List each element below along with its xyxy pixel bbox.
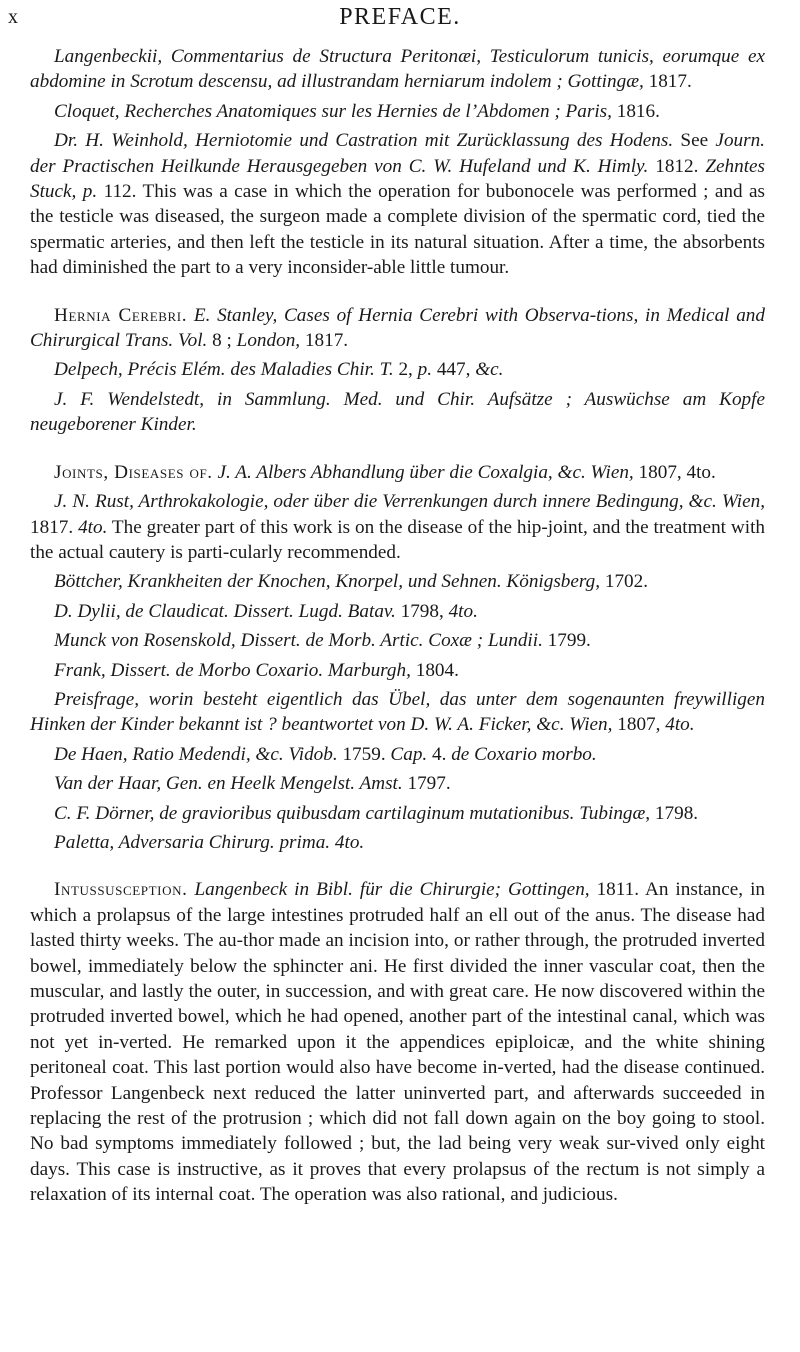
italic-text: p. (417, 359, 433, 381)
reference-paragraph (30, 877, 765, 1207)
roman-text: See (673, 130, 716, 152)
reference-paragraph (30, 742, 765, 767)
roman-text: 1817. (30, 516, 79, 538)
page-number: x (8, 6, 18, 28)
roman-text: 1812. (648, 155, 706, 177)
italic-text: Preisfrage, worin besteht eigentlich das Übel, das unter dem sogenaunten freywilligen Hinken der Kinder bekannt ist ? beantwortet von D. W. A. Ficker, &c. Wien, (30, 688, 765, 736)
roman-text: 8 ; (207, 330, 237, 352)
roman-text: 1811. An instance, in which a prolapsus of the large intestines protruded half an ell out of the anus. The disease had lasted thirty weeks. The au-thor made an incision into, or rather through, the protruded inverted bowel, immediately below the sphincter ani. He first divided the inner vascular coat, then the muscular, and lastly the outer, in succession, and with great care. He now discovered within the protruded inverted bowel, which he had opened, another part of the intestinal canal, which was not yet in-verted. He remarked upon it the appendices epiploicæ, and the white shining peritoneal coat. This last portion would also have become in-verted, had the disease continued. Professor Langenbeck next reduced the latter uninverted part, and afterwards succeeded in replacing the rest of the protrusion ; which did not fall down again on the boy going to stool. No bad symptoms immediately followed ; but, the lad being very weak sur-vived only eight days. This case is instructive, as it proves that every prolapsus of the rectum is not simply a relaxation of its internal coat. The operation was also rational, and judicious. (30, 879, 766, 1206)
italic-text: Cap. (390, 743, 428, 765)
roman-text: 1807, (612, 714, 666, 736)
roman-text: 1799. (542, 630, 591, 652)
section-heading: Hernia Cerebri. (54, 304, 188, 326)
italic-text: De Haen, Ratio Medendi, &c. Vidob. (54, 743, 338, 765)
reference-paragraph (30, 99, 765, 124)
roman-text: 1759. (337, 743, 391, 765)
reference-paragraph (30, 357, 765, 382)
reference-paragraph (30, 569, 765, 594)
italic-text: D. Dylii, de Claudicat. Dissert. Lugd. Batav. (54, 600, 396, 622)
italic-text: Langenbeck in Bibl. für die Chirurgie; Gottingen, (194, 879, 590, 901)
reference-paragraph (30, 128, 765, 280)
roman-text: 1807, 4to. (633, 461, 716, 483)
roman-text: 1798, (395, 600, 449, 622)
italic-text: Langenbeckii, Commentarius de Structura Peritonæi, Testiculorum tunicis, eorumque ex abdomine in Scrotum descensu, ad illustrandam herniarum indolem ; Gottingæ, (30, 46, 765, 93)
italic-text: Dr. H. Weinhold, Herniotomie und Castration mit Zurücklassung des Hodens. (54, 130, 674, 152)
roman-text: 447, (432, 359, 476, 381)
italic-text: Paletta, Adversaria Chirurg. prima. (54, 831, 331, 853)
italic-text: de Coxario morbo. (451, 743, 597, 765)
section-heading: Joints, Diseases of. (54, 461, 213, 483)
page-header (0, 2, 800, 32)
italic-text: &c. (475, 359, 504, 381)
italic-text: 4to. (334, 831, 365, 853)
italic-text: Cloquet, Recherches Anatomiques sur les Hernies de l’Abdomen ; Paris, (54, 100, 612, 122)
reference-paragraph (30, 628, 765, 653)
roman-text: The greater part of this work is on the disease of the hip-joint, and the treatment with the actual cautery is parti-cularly recommended. (30, 516, 765, 563)
italic-text: Journ. der Practischen Heilkunde Herausgegeben von C. W. Hufeland und K. Himly. (30, 130, 765, 177)
italic-text: J. F. Wendelstedt, in Sammlung. Med. und Chir. Aufsätze ; Auswüchse am Kopfe neugeborener Kinder. (30, 388, 765, 436)
reference-paragraph (30, 658, 765, 683)
italic-text: C. F. Dörner, de gravioribus quibusdam cartilaginum mutationibus. Tubingæ, (54, 802, 651, 824)
italic-text: 4to. (448, 600, 478, 622)
italic-text: 4to. (78, 516, 108, 538)
section-heading: Intussusception. (54, 879, 188, 901)
roman-text: 1702. (600, 571, 649, 593)
italic-text: 4to. (665, 714, 695, 736)
body-text (30, 44, 765, 1212)
reference-paragraph (30, 303, 765, 354)
roman-text (187, 305, 194, 326)
running-head: PREFACE. (339, 4, 461, 30)
roman-text: 112. This was a case in which the operation for bubonocele was performed ; and as the testicle was diseased, the surgeon made a complete division of the spermatic cord, tied the spermatic arteries, and then left the testicle in its natural situation. After a time, the absorbents had diminished the part to a very inconsider-able little tumour. (30, 181, 765, 279)
roman-text: 1817. (300, 330, 349, 352)
italic-text: Delpech, Précis Elém. des Maladies Chir. T. (54, 359, 394, 381)
roman-text: 4. (427, 743, 452, 765)
reference-paragraph (30, 489, 765, 565)
reference-paragraph (30, 687, 765, 738)
reference-paragraph (30, 830, 765, 855)
italic-text: London, (236, 330, 301, 352)
roman-text: 1804. (410, 659, 459, 681)
reference-paragraph (30, 44, 765, 95)
italic-text: Böttcher, Krankheiten der Knochen, Knorpel, und Sehnen. Königsberg, (54, 571, 601, 593)
italic-text: Zehntes Stuck, p. (30, 155, 766, 203)
roman-text: 1816. (611, 100, 660, 122)
italic-text: J. A. Albers Abhandlung über die Coxalgia, &c. Wien, (217, 461, 634, 483)
reference-paragraph (30, 387, 765, 438)
italic-text: Frank, Dissert. de Morbo Coxario. Marburgh, (54, 659, 411, 681)
reference-paragraph (30, 801, 765, 826)
italic-text: Munck von Rosenskold, Dissert. de Morb. Artic. Coxæ ; Lundii. (54, 630, 543, 652)
reference-paragraph (30, 771, 765, 796)
reference-paragraph (30, 599, 765, 624)
italic-text: E. Stanley, Cases of Hernia Cerebri with Observa-tions, in Medical and Chirurgical Trans. Vol. (30, 304, 765, 352)
italic-text: J. N. Rust, Arthrokakologie, oder über die Verrenkungen durch innere Bedingung, &c. Wien, (54, 491, 765, 513)
roman-text: 1817. (643, 71, 692, 93)
roman-text: 2, (393, 359, 418, 381)
roman-text: 1797. (402, 773, 451, 795)
roman-text: 1798. (650, 802, 699, 824)
italic-text: Van der Haar, Gen. en Heelk Mengelst. Amst. (54, 773, 403, 795)
reference-paragraph (30, 460, 765, 485)
